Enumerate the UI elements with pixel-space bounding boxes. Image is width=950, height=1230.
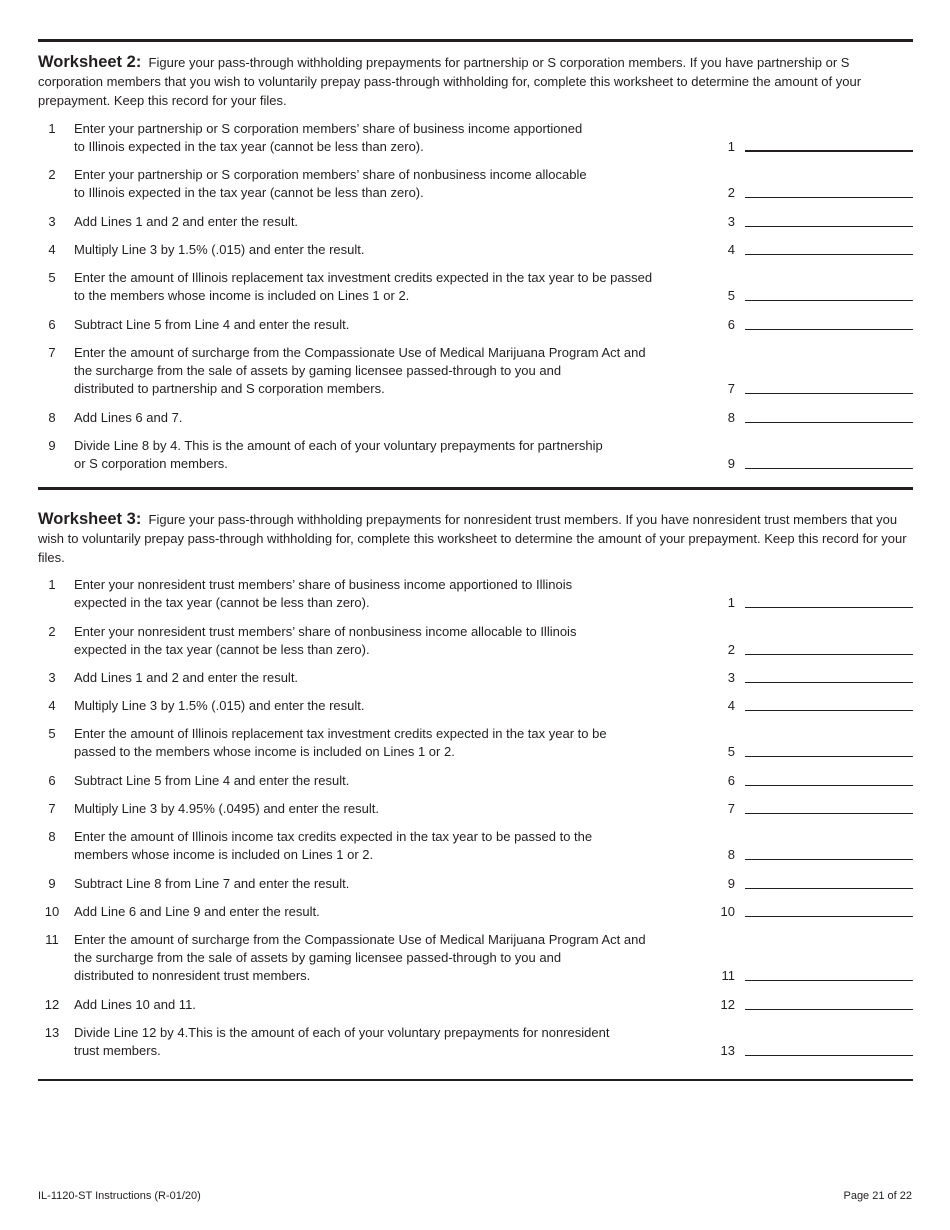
worksheet3-line-10 bbox=[38, 903, 913, 921]
entry-line-number: 3 bbox=[727, 670, 735, 685]
line-instruction: Enter the amount of Illinois replacement tax investment credits expected in the tax year to be passed to the members whose income is included on Lines 1 or 2. bbox=[74, 270, 653, 303]
line-instruction: Subtract Line 5 from Line 4 and enter the result. bbox=[74, 773, 350, 788]
entry-line-number: 6 bbox=[727, 773, 735, 788]
entry-line-number: 8 bbox=[727, 847, 735, 862]
worksheet3-intro bbox=[38, 510, 913, 567]
line-instruction: Enter the amount of Illinois income tax credits expected in the tax year to be passed to the members whose income is included on Lines 1 or 2. bbox=[74, 829, 593, 862]
worksheet2-intro bbox=[38, 53, 913, 110]
line-number: 5 bbox=[48, 270, 56, 285]
amount-entry-field[interactable] bbox=[745, 422, 913, 423]
entry-line-number: 5 bbox=[727, 744, 735, 759]
line-number: 6 bbox=[48, 773, 56, 788]
line-number: 3 bbox=[48, 214, 56, 229]
worksheet3-line-9 bbox=[38, 875, 913, 893]
entry-line-number: 9 bbox=[727, 876, 735, 891]
line-number: 13 bbox=[44, 1025, 60, 1040]
line-instruction: Add Lines 10 and 11. bbox=[74, 997, 196, 1012]
entry-line-number: 9 bbox=[727, 456, 735, 471]
line-instruction: Enter the amount of surcharge from the Compassionate Use of Medical Marijuana Program Act and the surcharge from the sale of assets by gaming licensee passed-through to you and distributed to partnership and S corporation members. bbox=[74, 345, 646, 396]
entry-line-number: 10 bbox=[720, 904, 735, 919]
amount-entry-field[interactable] bbox=[745, 150, 913, 152]
line-instruction: Multiply Line 3 by 4.95% (.0495) and enter the result. bbox=[74, 801, 379, 816]
amount-entry-field[interactable] bbox=[745, 813, 913, 814]
line-instruction: Enter your partnership or S corporation members’ share of nonbusiness income allocable to Illinois expected in the tax year (cannot be less than zero). bbox=[74, 167, 587, 200]
amount-entry-field[interactable] bbox=[745, 785, 913, 786]
entry-line-number: 1 bbox=[727, 595, 735, 610]
amount-entry-field[interactable] bbox=[745, 468, 913, 469]
amount-entry-field[interactable] bbox=[745, 1055, 913, 1056]
entry-line-number: 11 bbox=[721, 968, 735, 983]
worksheet3-line-8 bbox=[38, 828, 913, 864]
line-number: 4 bbox=[48, 242, 56, 257]
line-instruction: Add Lines 6 and 7. bbox=[74, 410, 183, 425]
worksheet3-line-11 bbox=[38, 931, 913, 985]
entry-line-number: 2 bbox=[727, 642, 735, 657]
worksheet2-line-6 bbox=[38, 316, 913, 334]
worksheet3-line-2 bbox=[38, 623, 913, 659]
worksheet2-bottom-rule bbox=[38, 487, 913, 490]
worksheet2-line-3 bbox=[38, 213, 913, 231]
worksheet3-bottom-rule bbox=[38, 1079, 913, 1081]
line-number: 12 bbox=[44, 997, 60, 1012]
amount-entry-field[interactable] bbox=[745, 197, 913, 198]
line-instruction: Enter the amount of surcharge from the Compassionate Use of Medical Marijuana Program Act and the surcharge from the sale of assets by gaming licensee passed-through to you and distributed to nonresident trust members. bbox=[74, 932, 646, 983]
line-instruction: Subtract Line 8 from Line 7 and enter the result. bbox=[74, 876, 350, 891]
line-number: 5 bbox=[48, 726, 56, 741]
entry-line-number: 12 bbox=[720, 997, 735, 1012]
line-number: 8 bbox=[48, 410, 56, 425]
amount-entry-field[interactable] bbox=[745, 980, 913, 981]
line-number: 8 bbox=[48, 829, 56, 844]
worksheet3-line-1 bbox=[38, 576, 913, 612]
amount-entry-field[interactable] bbox=[745, 607, 913, 608]
entry-line-number: 4 bbox=[727, 698, 735, 713]
line-instruction: Enter the amount of Illinois replacement tax investment credits expected in the tax year to be passed to the members whose income is included on Lines 1 or 2. bbox=[74, 726, 607, 759]
line-number: 7 bbox=[48, 345, 56, 360]
line-instruction: Multiply Line 3 by 1.5% (.015) and enter the result. bbox=[74, 242, 365, 257]
worksheet3-line-12 bbox=[38, 996, 913, 1014]
worksheet3-intro-text: Figure your pass-through withholding prepayments for nonresident trust members. If you have nonresident trust members that you wish to voluntarily prepay pass-through withholding for, complete this worksheet to determine the amount of your prepayment. Keep this record for your files. bbox=[38, 512, 907, 565]
worksheet2-line-1 bbox=[38, 120, 913, 156]
entry-line-number: 7 bbox=[727, 801, 735, 816]
amount-entry-field[interactable] bbox=[745, 916, 913, 917]
entry-line-number: 6 bbox=[727, 317, 735, 332]
entry-line-number: 5 bbox=[727, 288, 735, 303]
worksheet2-line-2 bbox=[38, 166, 913, 202]
line-instruction: Enter your nonresident trust members’ share of nonbusiness income allocable to Illinois expected in the tax year (cannot be less than zero). bbox=[74, 624, 577, 657]
entry-line-number: 7 bbox=[727, 381, 735, 396]
entry-line-number: 3 bbox=[727, 214, 735, 229]
line-instruction: Add Line 6 and Line 9 and enter the result. bbox=[74, 904, 320, 919]
worksheet2-line-7 bbox=[38, 344, 913, 398]
line-number: 1 bbox=[48, 577, 56, 592]
line-number: 11 bbox=[45, 932, 59, 947]
amount-entry-field[interactable] bbox=[745, 1009, 913, 1010]
line-number: 4 bbox=[48, 698, 56, 713]
worksheet3-line-13 bbox=[38, 1024, 913, 1060]
amount-entry-field[interactable] bbox=[745, 682, 913, 683]
amount-entry-field[interactable] bbox=[745, 888, 913, 889]
line-number: 7 bbox=[48, 801, 56, 816]
amount-entry-field[interactable] bbox=[745, 654, 913, 655]
worksheet2-line-5 bbox=[38, 269, 913, 305]
worksheet3-line-6 bbox=[38, 772, 913, 790]
line-number: 2 bbox=[48, 167, 56, 182]
amount-entry-field[interactable] bbox=[745, 329, 913, 330]
worksheet3-line-5 bbox=[38, 725, 913, 761]
amount-entry-field[interactable] bbox=[745, 300, 913, 301]
line-number: 9 bbox=[48, 876, 56, 891]
worksheet3-line-4 bbox=[38, 697, 913, 715]
line-instruction: Enter your partnership or S corporation members’ share of business income apportioned to Illinois expected in the tax year (cannot be less than zero). bbox=[74, 121, 583, 154]
worksheet3-line-3 bbox=[38, 669, 913, 687]
line-number: 2 bbox=[48, 624, 56, 639]
amount-entry-field[interactable] bbox=[745, 710, 913, 711]
line-instruction: Divide Line 12 by 4.This is the amount of each of your voluntary prepayments for nonresident trust members. bbox=[74, 1025, 610, 1058]
worksheet2-intro-text: Figure your pass-through withholding prepayments for partnership or S corporation members. If you have partnership or S corporation members that you wish to voluntarily prepay pass-through withholding for, complete this worksheet to determine the amount of your prepayment. Keep this record for your files. bbox=[38, 55, 862, 108]
worksheet2-line-9 bbox=[38, 437, 913, 473]
line-instruction: Add Lines 1 and 2 and enter the result. bbox=[74, 670, 299, 685]
amount-entry-field[interactable] bbox=[745, 254, 913, 255]
worksheet2-title: Worksheet 2: bbox=[38, 53, 142, 71]
line-number: 10 bbox=[44, 904, 60, 919]
amount-entry-field[interactable] bbox=[745, 226, 913, 227]
footer-page-number: Page 21 of 22 bbox=[843, 1190, 912, 1202]
worksheet3-line-7 bbox=[38, 800, 913, 818]
entry-line-number: 2 bbox=[727, 185, 735, 200]
entry-line-number: 4 bbox=[727, 242, 735, 257]
amount-entry-field[interactable] bbox=[745, 756, 913, 757]
worksheet2-line-8 bbox=[38, 409, 913, 427]
amount-entry-field[interactable] bbox=[745, 859, 913, 860]
entry-line-number: 8 bbox=[727, 410, 735, 425]
line-instruction: Subtract Line 5 from Line 4 and enter the result. bbox=[74, 317, 350, 332]
line-instruction: Multiply Line 3 by 1.5% (.015) and enter the result. bbox=[74, 698, 365, 713]
footer-form-id: IL-1120-ST Instructions (R-01/20) bbox=[38, 1190, 201, 1202]
line-number: 1 bbox=[48, 121, 56, 136]
worksheet2-line-4 bbox=[38, 241, 913, 259]
line-number: 6 bbox=[48, 317, 56, 332]
top-rule bbox=[38, 39, 913, 42]
line-instruction: Enter your nonresident trust members’ share of business income apportioned to Illinois expected in the tax year (cannot be less than zero). bbox=[74, 577, 573, 610]
line-instruction: Add Lines 1 and 2 and enter the result. bbox=[74, 214, 299, 229]
line-instruction: Divide Line 8 by 4. This is the amount of each of your voluntary prepayments for partnership or S corporation members. bbox=[74, 438, 603, 471]
entry-line-number: 13 bbox=[720, 1043, 735, 1058]
line-number: 9 bbox=[48, 438, 56, 453]
line-number: 3 bbox=[48, 670, 56, 685]
entry-line-number: 1 bbox=[727, 139, 735, 154]
worksheet3-title: Worksheet 3: bbox=[38, 510, 142, 528]
amount-entry-field[interactable] bbox=[745, 393, 913, 394]
